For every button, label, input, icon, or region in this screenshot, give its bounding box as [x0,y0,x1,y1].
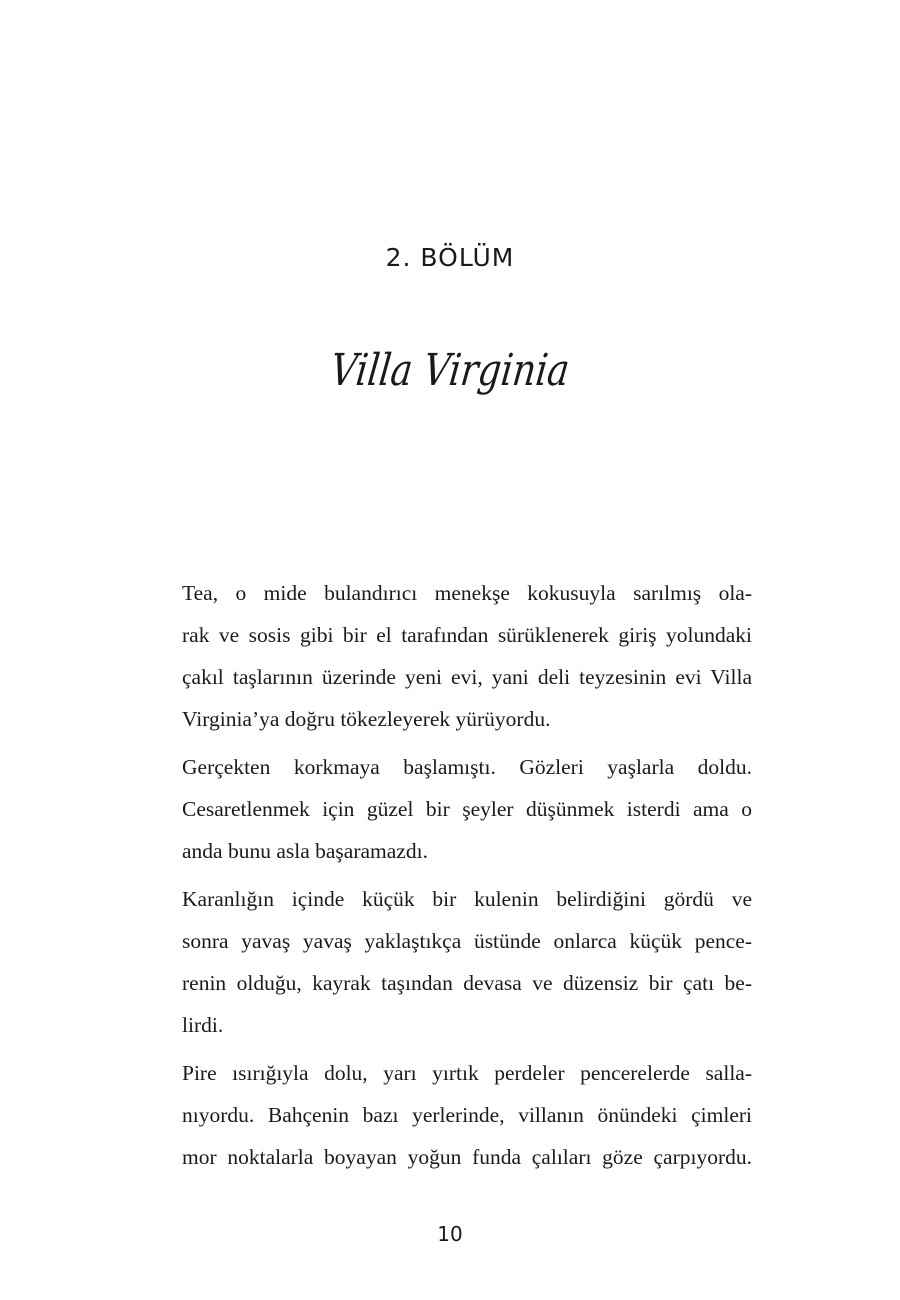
text-line: rak ve sosis gibi bir el tarafından sürüklenerek giriş yolundaki [182,623,752,647]
text-line: Karanlığın içinde küçük bir kulenin belirdiğini gördü ve [182,887,752,911]
page-number: 10 [437,1222,463,1246]
text-line: lirdi. [182,1013,224,1037]
text-line: Cesaretlenmek için güzel bir şeyler düşünmek isterdi ama o [182,797,752,821]
paragraph-2 [150,746,752,872]
chapter-title: Villa Virginia [327,345,573,396]
text-line: nıyordu. Bahçenin bazı yerlerinde, villanın önündeki çimleri [182,1103,752,1127]
text-line: çakıl taşlarının üzerinde yeni evi, yani deli teyzesinin evi Villa [182,665,752,689]
text-line: renin olduğu, kayrak taşından devasa ve düzensiz bir çatı be- [182,971,752,995]
paragraph-3 [150,878,752,1046]
text-line: mor noktalarla boyayan yoğun funda çalıları göze çarpıyordu. [182,1145,752,1169]
text-line: anda bunu asla başaramazdı. [182,839,428,863]
text-line: Gerçekten korkmaya başlamıştı. Gözleri yaşlarla doldu. [182,755,752,779]
text-line: Pire ısırığıyla dolu, yarı yırtık perdeler pencerelerde salla- [182,1061,752,1085]
paragraph-1 [150,572,752,740]
text-line: Tea, o mide bulandırıcı menekşe kokusuyla sarılmış ola- [182,581,752,605]
paragraph-4 [150,1052,752,1178]
text-line: Virginia’ya doğru tökezleyerek yürüyordu. [182,707,551,731]
body-text [150,572,752,1184]
text-line: sonra yavaş yavaş yaklaştıkça üstünde onlarca küçük pence- [182,929,752,953]
chapter-number: 2. BÖLÜM [385,243,515,272]
